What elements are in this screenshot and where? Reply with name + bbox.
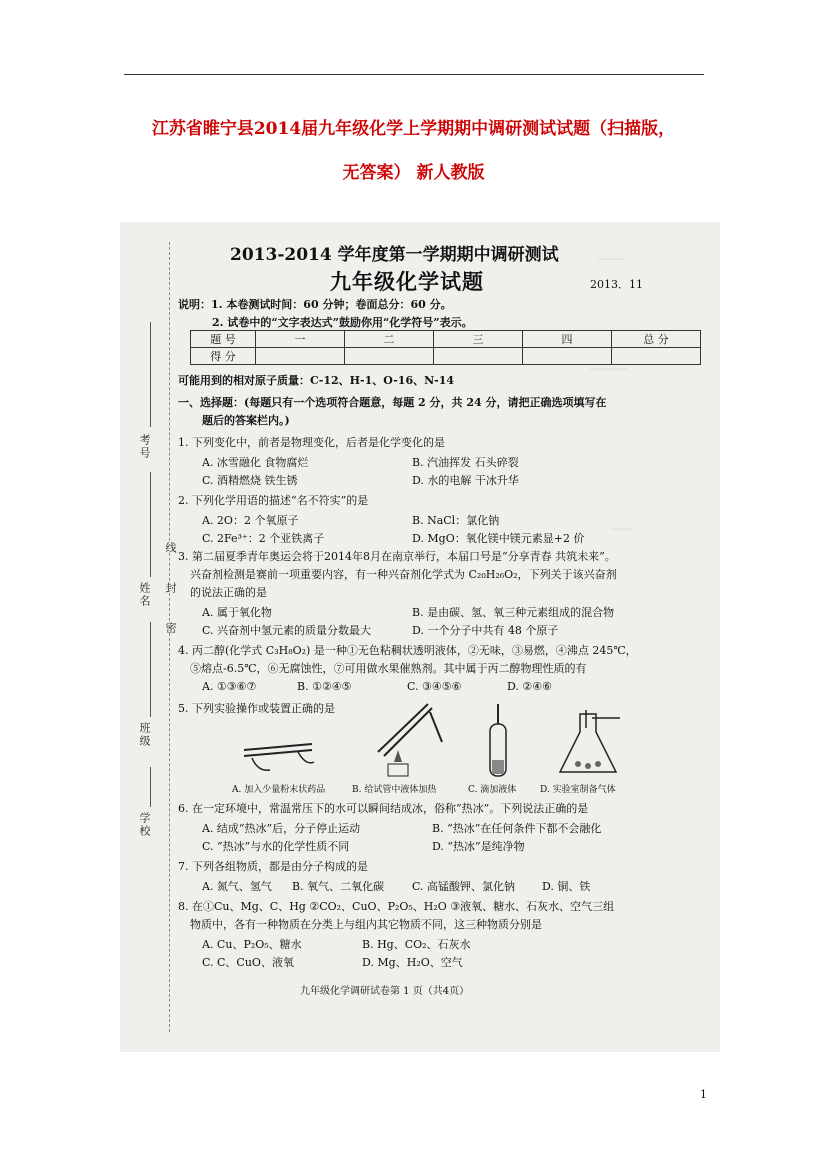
- q5-option-c: C. 滴加液体: [468, 785, 517, 795]
- question-8-cont: 物质中，各有一种物质在分类上与组内其它物质不同，这三种物质分别是: [190, 918, 542, 931]
- q8-option-d: D. Mg、H₂O、空气: [362, 956, 463, 969]
- banji-label: 班级: [138, 722, 151, 748]
- score-cell: [256, 348, 345, 365]
- score-cell: 一: [256, 331, 345, 348]
- exam-subheading: 九年级化学试题: [330, 269, 484, 294]
- note-1: 说明：1. 本卷测试时间：60 分钟；卷面总分：60 分。: [178, 298, 452, 311]
- question-8: 8. 在①Cu、Mg、C、Hg ②CO₂、CuO、P₂O₅、H₂O ③液氧、糖水、石灰水、空气三组: [178, 900, 615, 913]
- q5-option-b: B. 给试管中液体加热: [352, 785, 437, 795]
- question-1: 1. 下列变化中，前者是物理变化，后者是化学变化的是: [178, 436, 445, 449]
- q6-option-a: A. 结成“热冰”后，分子停止运动: [202, 822, 361, 835]
- question-7: 7. 下列各组物质，都是由分子构成的是: [178, 860, 368, 873]
- question-5: 5. 下列实验操作或装置正确的是: [178, 702, 335, 715]
- header-rule: [124, 74, 704, 75]
- document-title-line-2: 无答案） 新人教版: [342, 163, 485, 183]
- q4-option-b: B. ①②④⑤: [297, 680, 352, 693]
- apparatus-b-image: [368, 692, 448, 782]
- page-number: 1: [700, 1088, 707, 1101]
- q2-option-a: A. 2O：2 个氧原子: [202, 514, 299, 527]
- binding-margin: [120, 222, 180, 1052]
- exam-page-footer: 九年级化学调研试卷第 1 页（共4页）: [300, 986, 470, 997]
- question-3-cont: 兴奋剂检测是赛前一项重要内容，有一种兴奋剂化学式为 C₂₀H₂₆O₂，下列关于该兴奋剂: [190, 568, 617, 581]
- q8-option-a: A. Cu、P₂O₅、糖水: [202, 938, 302, 951]
- score-cell: 二: [345, 331, 434, 348]
- question-6: 6. 在一定环境中，常温常压下的水可以瞬间结成冰，俗称“热冰”。下列说法正确的是: [178, 802, 589, 815]
- q7-option-a: A. 氮气、氢气: [202, 880, 272, 893]
- score-cell: 三: [434, 331, 523, 348]
- section-1-heading-cont: 题后的答案栏内。): [202, 414, 290, 427]
- seal-dashed-line: [169, 242, 170, 1032]
- score-table: [190, 330, 701, 365]
- mi-mark: 密: [164, 622, 177, 633]
- score-cell: 题 号: [191, 331, 256, 348]
- xuexiao-label: 学校: [138, 812, 151, 838]
- q3-option-c: C. 兴奋剂中氢元素的质量分数最大: [202, 624, 372, 637]
- q4-option-d: D. ②④⑥: [507, 680, 553, 693]
- q2-option-d: D. MgO：氧化镁中镁元素显+2 价: [412, 532, 585, 545]
- q3-option-a: A. 属于氧化物: [202, 606, 272, 619]
- score-cell: [523, 348, 612, 365]
- q7-option-c: C. 高锰酸钾、氯化钠: [412, 880, 516, 893]
- xingming-label: 姓名: [138, 582, 151, 608]
- question-3: 3. 第二届夏季青年奥运会将于2014年8月在南京举行，本届口号是“分享青春 共筑未来”。: [178, 550, 616, 563]
- q4-option-c: C. ③④⑤⑥: [407, 680, 462, 693]
- score-table-row: [191, 348, 701, 365]
- q6-option-d: D. “热冰”是纯净物: [432, 840, 525, 853]
- q2-option-c: C. 2Fe³⁺：2 个亚铁离子: [202, 532, 325, 545]
- q6-option-c: C. “热冰”与水的化学性质不同: [202, 840, 350, 853]
- q1-option-d: D. 水的电解 干冰升华: [412, 474, 519, 487]
- exam-date: 2013．11: [590, 278, 643, 291]
- document-title-line-1: 江苏省睢宁县2014届九年级化学上学期期中调研测试试题（扫描版，: [151, 119, 676, 139]
- q1-option-b: B. 汽油挥发 石头碎裂: [412, 456, 519, 469]
- q3-option-b: B. 是由碳、氢、氧三种元素组成的混合物: [412, 606, 615, 619]
- question-4: 4. 丙二醇(化学式 C₃H₈O₂) 是一种①无色粘稠状透明液体，②无味，③易燃，④沸点 245℃，: [178, 644, 637, 657]
- scanned-exam-page: ------- ---------- ------ 考号 姓名 班级 学校 线 封 密 2013-2014 学年度第一学期期中调研测试 九年级化学试题 2013．11 说明：1. 本卷测试时间：60 分钟；卷面总分：60 分。 2. 试卷中的“文字表达式”鼓励你用“化学符号”表示。 题 号 一 二 三 四 总 分 得 分 可能用到的相对原子质量：C-12、H-1、O-16、N-14 一、选择题：(每题只有一个选项符合题意，每题 2 分，共 24 分，请把正确选项填写在 题后的答案栏内。) 1. 下列变化中，前者是物理变化，后者是化学变化的是 A. 冰雪融化 食物腐烂 B. 汽油挥发 石头碎裂 C. 酒精燃烧 铁生锈 D. 水的电解 干冰升华 2. 下列化学用语的描述“名不符实”的是 A. 2O：2 个氧原子 B. NaCl：氯化钠 C. 2Fe³⁺：2 个亚铁离子 D. MgO：氧化镁中镁元素显+2 价 3. 第二届夏季青年奥运会将于2014年8月在南京举行，本届口号是“分享青春 共筑未来”。 兴奋剂检测是赛前一项重要内容，有一种兴奋剂化学式为 C₂₀H₂₆O₂，下列关于该兴奋剂 的说法正确的是 A. 属于氧化物 B. 是由碳、氢、氧三种元素组成的混合物 C. 兴奋剂中氢元素的质量分数最大 D. 一个分子中共有 48 个原子 4. 丙二醇(化学式 C₃H₈O₂) 是一种①无色粘稠状透明液体，②无味，③易燃，④沸点 245℃， ⑤熔点-6.5℃，⑥无腐蚀性，⑦可用做水果催熟剂。其中属于丙二醇物理性质的有 A. ①③⑥⑦ B. ①②④⑤ C. ③④⑤⑥ D. ②④⑥ 5. 下列实验操作或装置正确的是 A. 加入少量粉末状药品 B. 给试管中液体加热 C. 滴加液体 D. 实验室制备气体 6. 在一定环境中，常温常压下的水可以瞬间结成冰，俗称“热冰”。下列说法正确的是 A. 结成“热冰”后，分子停止运动 B. “热冰”在任何条件下都不会融化 C. “热冰”与水的化学性质不同 D. “热冰”是纯净物 7. 下列各组物质，都是由分子构成的是 A. 氮气、氢气 B. 氧气、二氧化碳 C. 高锰酸钾、氯化钠 D. 铜、铁 8. 在①Cu、Mg、C、Hg ②CO₂、CuO、P₂O₅、H₂O ③液氧、糖水、石灰水、空气三组 物质中，各有一种物质在分类上与组内其它物质不同，这三种物质分别是 A. Cu、P₂O₅、糖水 B. Hg、CO₂、石灰水 C. C、CuO、液氧 D. Mg、H₂O、空气 九年级化学调研试卷第 1 页（共4页）: [120, 222, 720, 1052]
- q5-option-d: D. 实验室制备气体: [540, 785, 616, 795]
- score-cell: 得 分: [191, 348, 256, 365]
- q3-option-d: D. 一个分子中共有 48 个原子: [412, 624, 559, 637]
- q4-option-a: A. ①③⑥⑦: [202, 680, 257, 693]
- note-2: 2. 试卷中的“文字表达式”鼓励你用“化学符号”表示。: [212, 316, 473, 329]
- score-table-row: [191, 331, 701, 348]
- q5-option-a: A. 加入少量粉末状药品: [232, 785, 326, 795]
- kaohao-label: 考号: [138, 434, 151, 460]
- xingming-line: [150, 472, 151, 577]
- q1-option-a: A. 冰雪融化 食物腐烂: [202, 456, 309, 469]
- q8-option-b: B. Hg、CO₂、石灰水: [362, 938, 471, 951]
- q7-option-d: D. 铜、铁: [542, 880, 591, 893]
- score-cell: 四: [523, 331, 612, 348]
- q2-option-b: B. NaCl：氯化钠: [412, 514, 500, 527]
- banji-line: [150, 622, 151, 717]
- question-3-cont-2: 的说法正确的是: [190, 586, 267, 599]
- xuexiao-line: [150, 767, 151, 807]
- kaohao-line: [150, 322, 151, 427]
- score-cell: [434, 348, 523, 365]
- apparatus-a-image: [238, 722, 318, 782]
- apparatus-d-image: [550, 708, 630, 778]
- apparatus-c-image: [478, 702, 518, 782]
- question-4-cont: ⑤熔点-6.5℃，⑥无腐蚀性，⑦可用做水果催熟剂。其中属于丙二醇物理性质的有: [190, 662, 587, 675]
- q1-option-c: C. 酒精燃烧 铁生锈: [202, 474, 298, 487]
- q7-option-b: B. 氧气、二氧化碳: [292, 880, 385, 893]
- question-2: 2. 下列化学用语的描述“名不符实”的是: [178, 494, 369, 507]
- q6-option-b: B. “热冰”在任何条件下都不会融化: [432, 822, 602, 835]
- feng-mark: 封: [164, 582, 177, 593]
- atomic-mass-line: 可能用到的相对原子质量：C-12、H-1、O-16、N-14: [178, 374, 455, 387]
- section-1-heading: 一、选择题：(每题只有一个选项符合题意，每题 2 分，共 24 分，请把正确选项填写在: [178, 396, 607, 409]
- q8-option-c: C. C、CuO、液氧: [202, 956, 294, 969]
- score-cell: [612, 348, 701, 365]
- score-cell: 总 分: [612, 331, 701, 348]
- exam-heading: 2013-2014 学年度第一学期期中调研测试: [230, 245, 559, 265]
- xian-mark: 线: [164, 542, 177, 553]
- score-cell: [345, 348, 434, 365]
